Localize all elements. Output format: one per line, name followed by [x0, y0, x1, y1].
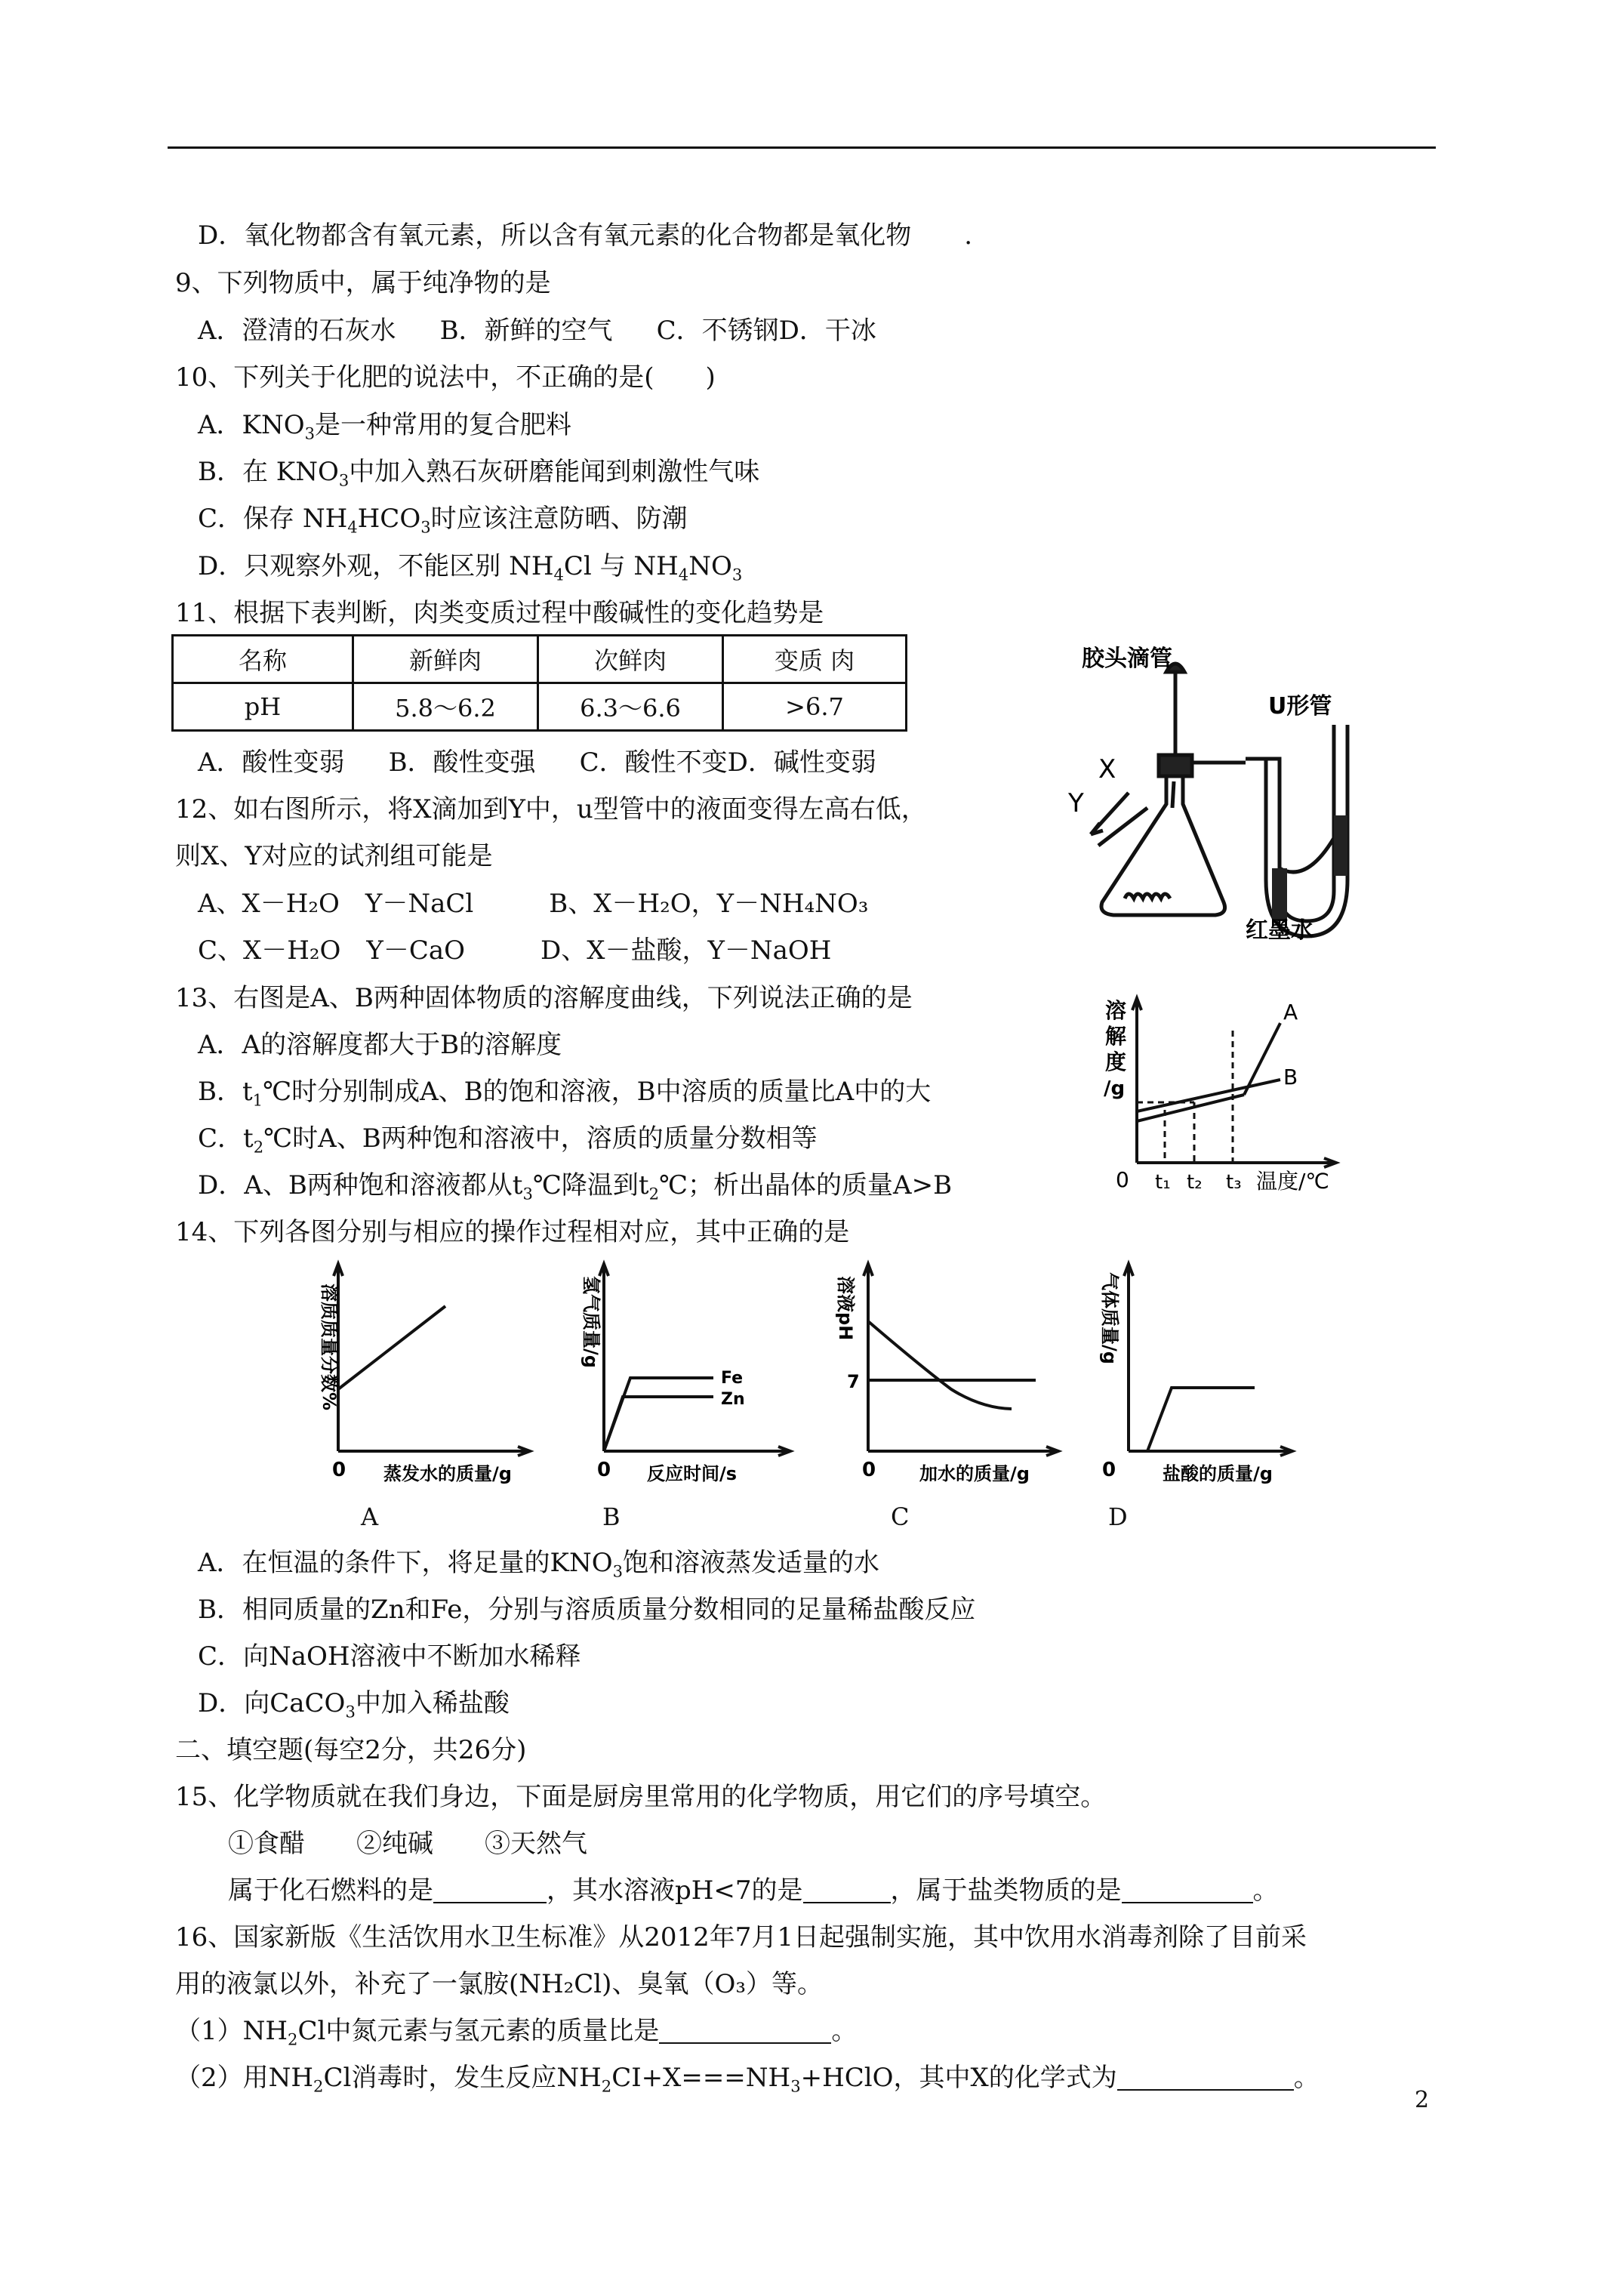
x-axis-label: 盐酸的质量/g [1163, 1463, 1273, 1484]
table-cell: 名称 [173, 636, 353, 683]
q11-stem: 11、根据下表判断，肉类变质过程中酸碱性的变化趋势是 [175, 598, 824, 628]
q13-option-d: D．A、B两种饱和溶液都从$t_3℃$降温到$t_2℃$；析出晶体的质量A>B [198, 1170, 953, 1203]
ylabel-char: /g [1104, 1077, 1126, 1100]
origin-label: 0 [1116, 1167, 1129, 1192]
q13-option-b: B．$t_1℃$时分别制成A、B的饱和溶液，B中溶质的质量比A中的大 [198, 1077, 932, 1110]
red-ink-liquid-right [1334, 815, 1347, 876]
q15-stem: 15、化学物质就在我们身边，下面是厨房里常用的化学物质，用它们的序号填空。 [175, 1782, 1107, 1812]
q10-option-a: A．$KNO_3$是一种常用的复合肥料 [198, 410, 572, 443]
q10-option-d: D．只观察外观，不能区别 $NH_4Cl$ 与 $NH_4NO_3$ [198, 551, 743, 584]
q14-chart-d [1079, 1253, 1306, 1491]
q13-option-c: C．$t_2℃$时A、B两种饱和溶液中，溶质的质量分数相等 [198, 1123, 818, 1157]
x-label: X [1098, 754, 1116, 784]
table-cell: pH [173, 683, 353, 731]
table-cell: 变质 肉 [723, 636, 907, 683]
ylabel-char: 解 [1105, 1024, 1127, 1049]
y-label: Y [1068, 788, 1084, 818]
answer-blank[interactable] [433, 1878, 547, 1903]
ylabel-char: 溶 [1105, 998, 1127, 1023]
q10-option-c: C．保存 $NH_4HCO_3$时应该注意防晒、防潮 [198, 504, 688, 537]
header-rule [168, 146, 1436, 149]
ink-label: 红墨水 [1246, 917, 1313, 944]
page-number: 2 [1415, 2087, 1430, 2113]
red-ink-liquid [1272, 868, 1287, 921]
series-b-label: B [1283, 1065, 1298, 1089]
q13-option-a: A．A的溶解度都大于B的溶解度 [198, 1030, 562, 1060]
q16-stem-2: 用的液氯以外，补充了一氯胺(NH₂Cl)、臭氧（O₃）等。 [175, 1969, 823, 1999]
q10-stem: 10、下列关于化肥的说法中，不正确的是( ) [175, 362, 716, 393]
y-axis-label: 气体质量/g [1099, 1272, 1120, 1364]
table-cell: >6.7 [723, 683, 907, 731]
q12-apparatus-figure [1053, 642, 1370, 944]
series-line [1147, 1388, 1255, 1451]
answer-blank[interactable] [803, 1878, 891, 1903]
q12-stem: 12、如右图所示，将X滴加到Y中，u型管中的液面变得左高右低， [175, 794, 927, 824]
table-cell: 5.8～6.2 [353, 683, 538, 731]
y-axis-label: 溶液pH [835, 1276, 856, 1341]
chart-label-b: B [602, 1502, 621, 1531]
series-line [868, 1321, 1012, 1409]
q11-options: A．酸性变弱 B．酸性变强 C．酸性不变D．碱性变弱 [198, 747, 876, 778]
solubility-chart [1101, 989, 1350, 1193]
q14-option-a: A．在恒温的条件下，将足量的$KNO_3$饱和溶液蒸发适量的水 [198, 1548, 879, 1581]
q10-option-b: B．在 $KNO_3$中加入熟石灰研磨能闻到刺激性气味 [198, 457, 760, 490]
origin-label: 0 [862, 1459, 876, 1481]
x-axis-label: 反应时间/s [647, 1463, 738, 1484]
chart-label-a: A [361, 1502, 379, 1531]
q16-part-1: $(1)NH_2Cl$中氮元素与氢元素的质量比是 。 [175, 2016, 858, 2049]
answer-blank[interactable] [1117, 2065, 1294, 2091]
chart-label-c: C [891, 1502, 910, 1531]
series-fe-line [604, 1378, 713, 1451]
q14-option-b: B．相同质量的Zn和Fe，分别与溶质质量分数相同的足量稀盐酸反应 [198, 1595, 976, 1625]
q16-part-2: （2）用$NH_2Cl$消毒时，发生反应$NH_2CI+X===NH_3+HClO$，其中X的化学式为 。 [175, 2063, 1320, 2096]
q9-stem: 9、下列物质中，属于纯净物的是 [175, 268, 551, 298]
table-row [173, 683, 907, 731]
chart-label-d: D [1108, 1502, 1128, 1531]
table-cell: 次鲜肉 [538, 636, 723, 683]
q14-stem: 14、下列各图分别与相应的操作过程相对应，其中正确的是 [175, 1217, 850, 1247]
x-axis-label: 加水的质量/g [919, 1463, 1030, 1484]
table-cell: 新鲜肉 [353, 636, 538, 683]
q13-stem: 13、右图是A、B两种固体物质的溶解度曲线，下列说法正确的是 [175, 983, 913, 1013]
y-axis-label: 氢气质量/g [581, 1276, 602, 1368]
table-cell: 6.3～6.6 [538, 683, 723, 731]
x-axis-label: 温度/℃ [1256, 1169, 1329, 1193]
dropper-label: 胶头滴管 [1082, 646, 1172, 672]
q8-option-d: D．氧化物都含有氧元素，所以含有氧元素的化合物都是氧化物 . [198, 220, 973, 251]
series-line [338, 1306, 445, 1389]
tick-label: t₁ [1155, 1171, 1171, 1193]
origin-label: 0 [332, 1459, 346, 1481]
q9-options: A．澄清的石灰水 B．新鲜的空气 C．不锈钢D．干冰 [198, 316, 876, 346]
origin-label: 0 [1102, 1459, 1116, 1481]
q14-option-c: C．向NaOH溶液中不断加水稀释 [198, 1641, 581, 1672]
y-axis-label: 溶质质量分数% [319, 1284, 340, 1411]
q16-stem: 16、国家新版《生活饮用水卫生标准》从2012年7月1日起强制实施，其中饮用水消毒剂除了目前采 [175, 1922, 1307, 1952]
q12-options-ab: A、X－H₂O Y－NaCl B、X－H₂O，Y－NH₄NO₃ [198, 889, 869, 919]
ylabel-char: 度 [1105, 1049, 1127, 1074]
series-a-label: A [1283, 1000, 1298, 1025]
ph-table [171, 634, 907, 732]
tick-label: t₃ [1226, 1171, 1242, 1193]
tick-label-7: 7 [847, 1371, 860, 1392]
answer-blank[interactable] [1122, 1878, 1253, 1903]
utube-label: U形管 [1268, 693, 1332, 720]
q14-chart-a [302, 1253, 551, 1491]
series-zn-line [604, 1397, 713, 1451]
q14-chart-c [823, 1253, 1072, 1491]
answer-blank[interactable] [659, 2018, 831, 2044]
table-row [173, 636, 907, 683]
series-b-line [1137, 1080, 1280, 1111]
q14-option-d: D．向CaCO$_3$中加入稀盐酸 [198, 1688, 510, 1721]
series-zn-label: Zn [721, 1390, 745, 1409]
origin-label: 0 [597, 1459, 611, 1481]
tick-label: t₂ [1187, 1171, 1203, 1193]
q15-fill-line: 属于化石燃料的是 ，其水溶液pH<7的是 ，属于盐类物质的是 。 [228, 1875, 1279, 1906]
q15-options: ①食醋 ②纯碱 ③天然气 [228, 1829, 587, 1859]
series-fe-label: Fe [721, 1369, 744, 1388]
section-2-heading: 二、填空题(每空2分，共26分) [175, 1735, 527, 1765]
x-axis-label: 蒸发水的质量/g [383, 1463, 512, 1484]
q14-chart-b [562, 1253, 812, 1491]
q12-stem-2: 则X、Y对应的试剂组可能是 [175, 841, 493, 871]
q12-options-cd: C、X－H₂O Y－CaO D、X－盐酸，Y－NaOH [198, 935, 832, 966]
